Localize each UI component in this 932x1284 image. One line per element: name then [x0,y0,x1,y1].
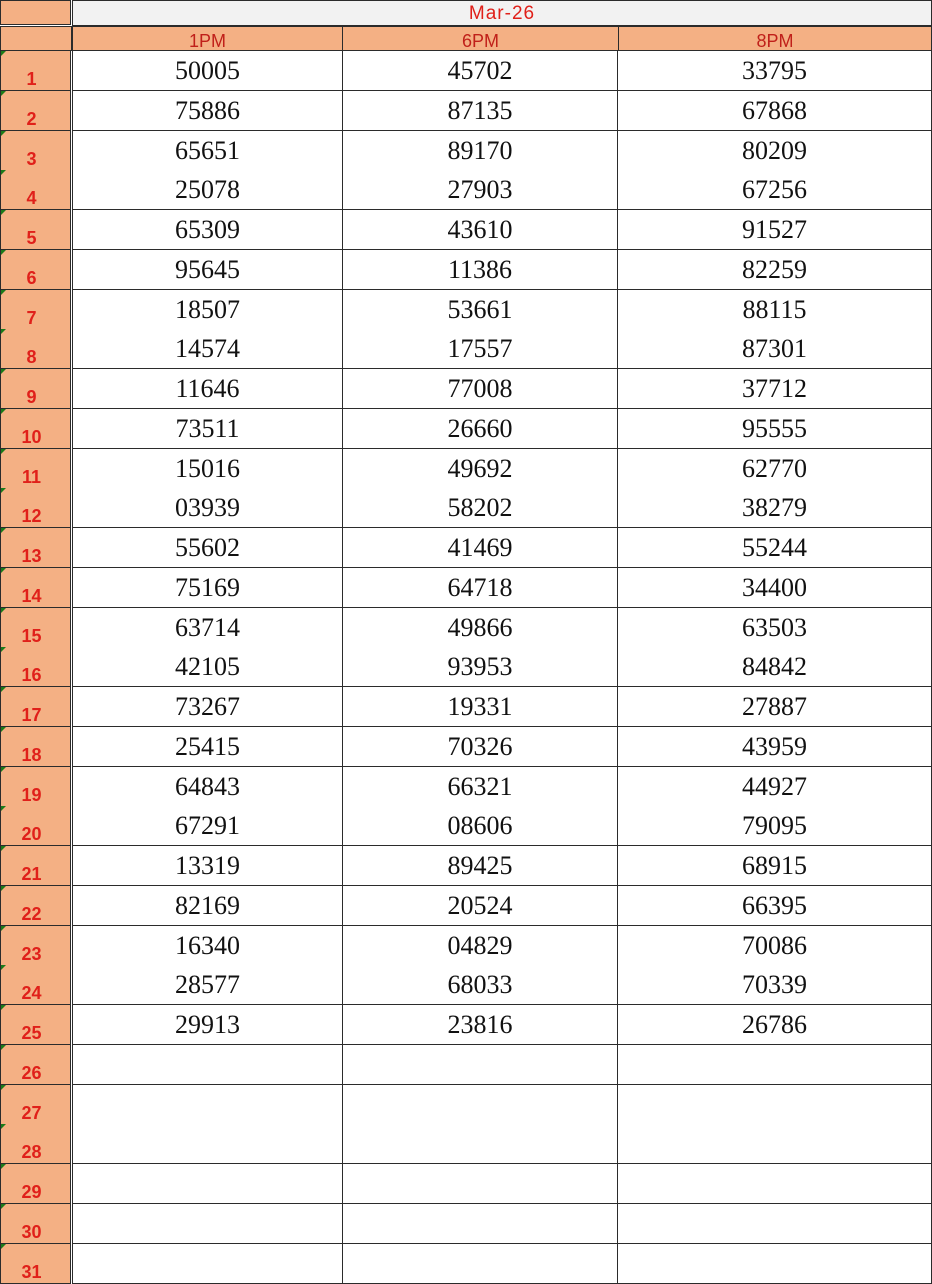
value-cell-8pm[interactable]: 33795 [618,51,932,91]
corner-cell-2[interactable] [0,26,72,51]
table-row [0,1085,932,1125]
table-row [0,687,932,727]
value-cell-8pm[interactable]: 43959 [618,727,932,767]
value-cell-6pm[interactable]: 19331 [343,687,618,727]
value-cell-1pm[interactable]: 16340 [72,926,343,966]
row-number-cell[interactable]: 3 [0,131,71,171]
column-header-6pm[interactable]: 6PM [342,26,619,51]
row-number-cell[interactable]: 4 [0,170,71,210]
row-number-cell[interactable]: 22 [0,886,71,926]
value-cell-6pm[interactable]: 70326 [343,727,618,767]
column-header-8pm[interactable]: 8PM [618,26,932,51]
value-cell-6pm[interactable] [343,1124,618,1164]
table-row [0,727,932,767]
value-cell-8pm[interactable]: 88115 [618,290,932,330]
value-cell-8pm[interactable] [618,1244,932,1284]
value-cell-8pm[interactable]: 62770 [618,449,932,489]
row-number-cell[interactable]: 30 [0,1204,71,1244]
value-cell-1pm[interactable]: 50005 [72,51,343,91]
value-cell-1pm[interactable]: 03939 [72,488,343,528]
value-cell-1pm[interactable] [72,1204,343,1244]
table-row [0,1164,932,1204]
row-number-cell[interactable]: 17 [0,687,71,727]
column-header-1pm[interactable]: 1PM [72,26,343,51]
value-cell-6pm[interactable]: 77008 [343,369,618,409]
value-cell-6pm[interactable]: 53661 [343,290,618,330]
value-cell-1pm[interactable]: 75886 [72,91,343,131]
row-number-cell[interactable]: 9 [0,369,71,409]
value-cell-6pm[interactable]: 27903 [343,170,618,210]
table-row [0,528,932,568]
value-cell-6pm[interactable]: 08606 [343,806,618,846]
value-cell-1pm[interactable]: 64843 [72,767,343,807]
table-row [0,91,932,131]
value-cell-1pm[interactable]: 13319 [72,846,343,886]
value-cell-6pm[interactable] [343,1164,618,1204]
table-row [0,1124,932,1164]
value-cell-8pm[interactable] [618,1045,932,1085]
value-cell-6pm[interactable]: 43610 [343,210,618,250]
value-cell-8pm[interactable]: 84842 [618,647,932,687]
value-cell-1pm[interactable]: 73511 [72,409,343,449]
table-row [0,210,932,250]
value-cell-1pm[interactable] [72,1124,343,1164]
table-row [0,250,932,290]
row-number-cell[interactable]: 13 [0,528,71,568]
row-number-cell[interactable]: 5 [0,210,71,250]
value-cell-8pm[interactable]: 67256 [618,170,932,210]
value-cell-8pm[interactable]: 80209 [618,131,932,171]
table-row [0,926,932,966]
value-cell-6pm[interactable]: 64718 [343,568,618,608]
table-row [0,846,932,886]
value-cell-1pm[interactable]: 25415 [72,727,343,767]
value-cell-8pm[interactable]: 38279 [618,488,932,528]
value-cell-8pm[interactable]: 70339 [618,965,932,1005]
table-row [0,806,932,846]
value-cell-1pm[interactable]: 75169 [72,568,343,608]
value-cell-1pm[interactable]: 11646 [72,369,343,409]
table-row [0,51,932,91]
value-cell-6pm[interactable] [343,1244,618,1284]
row-number-cell[interactable]: 2 [0,91,71,131]
row-number-cell[interactable]: 26 [0,1045,71,1085]
value-cell-6pm[interactable] [343,1045,618,1085]
value-cell-6pm[interactable]: 41469 [343,528,618,568]
value-cell-1pm[interactable]: 55602 [72,528,343,568]
row-number-cell[interactable]: 6 [0,250,71,290]
table-row [0,886,932,926]
value-cell-8pm[interactable]: 82259 [618,250,932,290]
value-cell-1pm[interactable]: 25078 [72,170,343,210]
value-cell-6pm[interactable]: 23816 [343,1005,618,1045]
table-row [0,767,932,807]
row-number-cell[interactable]: 28 [0,1124,71,1164]
value-cell-8pm[interactable] [618,1164,932,1204]
value-cell-6pm[interactable]: 20524 [343,886,618,926]
table-row [0,449,932,489]
value-cell-8pm[interactable]: 66395 [618,886,932,926]
value-cell-6pm[interactable]: 68033 [343,965,618,1005]
table-row [0,1045,932,1085]
row-number-cell[interactable]: 25 [0,1005,71,1045]
value-cell-8pm[interactable]: 87301 [618,329,932,369]
table-row [0,1244,932,1284]
row-number-cell[interactable]: 16 [0,647,71,687]
value-cell-8pm[interactable] [618,1085,932,1125]
value-cell-6pm[interactable]: 87135 [343,91,618,131]
table-row [0,409,932,449]
value-cell-6pm[interactable]: 11386 [343,250,618,290]
value-cell-6pm[interactable]: 17557 [343,329,618,369]
value-cell-6pm[interactable]: 93953 [343,647,618,687]
month-header-row [0,0,932,26]
value-cell-1pm[interactable]: 42105 [72,647,343,687]
value-cell-8pm[interactable]: 67868 [618,91,932,131]
value-cell-1pm[interactable]: 63714 [72,608,343,648]
value-cell-1pm[interactable]: 15016 [72,449,343,489]
row-number-cell[interactable]: 23 [0,926,71,966]
value-cell-6pm[interactable]: 26660 [343,409,618,449]
value-cell-1pm[interactable]: 82169 [72,886,343,926]
table-row [0,369,932,409]
table-row [0,170,932,210]
value-cell-6pm[interactable]: 04829 [343,926,618,966]
table-row [0,1005,932,1045]
value-cell-8pm[interactable] [618,1204,932,1244]
row-number-cell[interactable]: 15 [0,608,71,648]
value-cell-8pm[interactable]: 44927 [618,767,932,807]
value-cell-8pm[interactable]: 34400 [618,568,932,608]
row-number-cell[interactable]: 21 [0,846,71,886]
value-cell-6pm[interactable]: 49866 [343,608,618,648]
table-row [0,329,932,369]
value-cell-6pm[interactable]: 49692 [343,449,618,489]
row-number-cell[interactable]: 11 [0,449,71,489]
row-number-cell[interactable]: 12 [0,488,71,528]
value-cell-8pm[interactable]: 63503 [618,608,932,648]
row-number-cell[interactable]: 8 [0,329,71,369]
value-cell-8pm[interactable]: 95555 [618,409,932,449]
value-cell-1pm[interactable]: 29913 [72,1005,343,1045]
value-cell-8pm[interactable]: 55244 [618,528,932,568]
row-number-cell[interactable]: 1 [0,51,71,91]
value-cell-1pm[interactable]: 65309 [72,210,343,250]
value-cell-6pm[interactable]: 89170 [343,131,618,171]
value-cell-8pm[interactable]: 37712 [618,369,932,409]
value-cell-1pm[interactable]: 73267 [72,687,343,727]
row-number-cell[interactable]: 20 [0,806,71,846]
corner-cell[interactable] [0,0,71,25]
value-cell-6pm[interactable]: 58202 [343,488,618,528]
value-cell-6pm[interactable] [343,1085,618,1125]
value-cell-1pm[interactable]: 65651 [72,131,343,171]
value-cell-1pm[interactable] [72,1244,343,1284]
value-cell-1pm[interactable] [72,1164,343,1204]
value-cell-8pm[interactable] [618,1124,932,1164]
row-number-cell[interactable]: 7 [0,290,71,330]
table-row [0,965,932,1005]
table-row [0,290,932,330]
table-row [0,131,932,171]
value-cell-8pm[interactable]: 79095 [618,806,932,846]
value-cell-8pm[interactable]: 26786 [618,1005,932,1045]
value-cell-1pm[interactable] [72,1045,343,1085]
table-row [0,647,932,687]
row-number-cell[interactable]: 31 [0,1244,71,1284]
value-cell-1pm[interactable]: 28577 [72,965,343,1005]
table-row [0,608,932,648]
value-cell-1pm[interactable]: 18507 [72,290,343,330]
month-title[interactable]: Mar-26 [72,0,932,26]
row-number-cell[interactable]: 27 [0,1085,71,1125]
table-row [0,1204,932,1244]
time-header-row [0,26,932,51]
table-row [0,488,932,528]
value-cell-1pm[interactable] [72,1085,343,1125]
row-number-cell[interactable]: 19 [0,767,71,807]
value-cell-1pm[interactable]: 95645 [72,250,343,290]
value-cell-1pm[interactable]: 14574 [72,329,343,369]
value-cell-8pm[interactable]: 27887 [618,687,932,727]
value-cell-8pm[interactable]: 68915 [618,846,932,886]
value-cell-6pm[interactable]: 66321 [343,767,618,807]
value-cell-6pm[interactable] [343,1204,618,1244]
row-number-cell[interactable]: 10 [0,409,71,449]
value-cell-6pm[interactable]: 45702 [343,51,618,91]
row-number-cell[interactable]: 14 [0,568,71,608]
table-row [0,568,932,608]
value-cell-8pm[interactable]: 70086 [618,926,932,966]
value-cell-8pm[interactable]: 91527 [618,210,932,250]
row-number-cell[interactable]: 24 [0,965,71,1005]
value-cell-6pm[interactable]: 89425 [343,846,618,886]
row-number-cell[interactable]: 29 [0,1164,71,1204]
value-cell-1pm[interactable]: 67291 [72,806,343,846]
row-number-cell[interactable]: 18 [0,727,71,767]
